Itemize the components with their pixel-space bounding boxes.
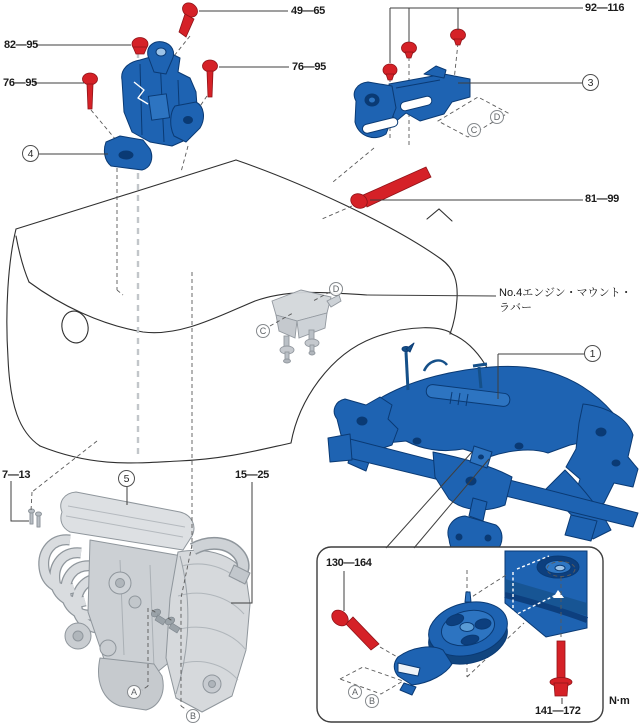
no4-mount-note-line1: No.4エンジン・マウント・	[499, 287, 632, 299]
torque-unit-label: N·m	[609, 695, 630, 707]
bolt-92-116-3	[451, 29, 466, 45]
bolt-49-65	[179, 0, 200, 37]
torque-label-130-164: 130—164	[326, 557, 372, 569]
torque-label-7-13: 7—13	[2, 469, 31, 481]
no4-engine-mount-rubber	[272, 290, 341, 363]
bolt-76-95-right	[203, 60, 218, 97]
torque-label-81-99: 81—99	[585, 193, 619, 205]
part-number-bracket-rh: 3	[582, 74, 599, 91]
no4-mount-note-line2: ラバー	[499, 302, 532, 314]
torque-label-15-25: 15—25	[235, 469, 269, 481]
bolt-92-116-2	[402, 42, 417, 58]
part-number-subframe: 1	[584, 345, 601, 362]
torque-label-76-95-left: 76—95	[3, 77, 37, 89]
oil-pan	[99, 658, 164, 710]
engine-mount-bracket-lh	[104, 42, 203, 170]
part-number-engine: 5	[118, 470, 135, 487]
torque-label-49-65: 49—65	[291, 5, 325, 17]
front-subframe	[328, 343, 638, 558]
bolt-81-99	[348, 167, 431, 211]
part-number-bracket-lh: 4	[22, 145, 39, 162]
emblem-oval	[59, 309, 91, 346]
engine-illustration	[29, 492, 251, 712]
torque-label-82-95: 82—95	[4, 39, 38, 51]
engine-studs	[29, 509, 42, 527]
callout-b-engine: B	[186, 709, 200, 723]
engine-mount-bracket-rh	[354, 66, 470, 138]
callout-d-bracket: D	[490, 110, 504, 124]
callout-a-engine: A	[127, 685, 141, 699]
torque-label-141-172: 141—172	[535, 705, 581, 717]
bolt-82-95	[132, 38, 148, 55]
callout-c-bracket: C	[467, 123, 481, 137]
callout-c-mount: C	[256, 324, 270, 338]
cowl-notch	[427, 209, 452, 221]
callout-b-inset: B	[365, 694, 379, 708]
bolt-76-95-left	[83, 73, 98, 109]
callout-a-inset: A	[348, 685, 362, 699]
callout-d-mount: D	[329, 282, 343, 296]
torque-label-76-95-right: 76—95	[292, 61, 326, 73]
torque-label-92-116: 92—116	[585, 2, 625, 14]
bolt-92-116-1	[383, 64, 397, 80]
no4-mount-note	[499, 286, 632, 316]
